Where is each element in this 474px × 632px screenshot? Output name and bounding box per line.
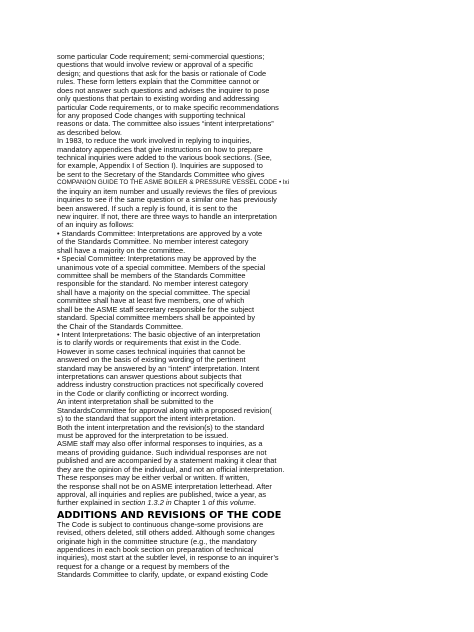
further-explained-line [57,499,397,507]
text-line: mandatory appendices that give instructions on how to prepare [57,144,263,154]
chapter-reference: Chapter 1 [173,498,207,508]
text-line: s) to the standard that support the intent interpretation. [57,414,236,424]
text-line: shall have a majority on the committee. [57,245,186,255]
text-line: The Code is subject to continuous change-some provisions are [57,519,264,529]
text-line: as described below. [57,127,122,137]
bullet-item: • Intent Interpretations: The basic objective of an interpretation [57,329,261,339]
text-line: the Chair of the Standards Committee. [57,321,184,331]
text-line: for example, Appendix I of Section I). Inquiries are supposed to [57,161,263,171]
text-line: responsible for the standard. No member interest category [57,279,249,289]
further-prefix: further explained in [57,498,122,508]
text-line: Standards Committee to clarify, update, or expand existing Code [57,570,269,580]
text-line: committee shall have at least five members, one of which [57,296,245,306]
text-line: These responses may be either verbal or written. If written, [57,473,250,483]
text-line: shall have a majority on the special committee. The special [57,287,250,297]
text-line: unanimous vote of a special committee. Members of the special [57,262,266,272]
text-line: inquiries), most start at the subtler level, in response to an inquirer’s [57,553,279,563]
text-line: in the Code or clarify conflicting or incorrect wording. [57,388,229,398]
text-line: rules. These form letters explain that the Committee cannot or [57,77,260,87]
text-line: interpretations can answer questions about subjects that [57,372,242,382]
body-text [57,53,397,580]
text-line: standard. Special committee members shall be appointed by [57,313,256,323]
text-line: Both the intent interpretation and the revision(s) to the standard [57,422,265,432]
further-middle: in [163,498,174,508]
text-line: particular Code requirements, or to make specific recommendations [57,102,279,112]
text-line: appendices in each book section on preparation of technical [57,545,254,555]
section-reference: section 1.3.2 [121,498,164,508]
text-line: only questions that pertain to existing wording and addressing [57,94,260,104]
bullet-item: • Special Committee: Interpretations may be approved by the [57,254,257,264]
section-heading: ADDITIONS AND REVISIONS OF THE CODE [57,509,282,521]
text-line: be sent to the Secretary of the Standards Committee who gives [57,169,265,179]
text-line: the response shall not be on ASME interpretation letterhead. After [57,481,272,491]
text-line: new inquirer. If not, there are three ways to handle an interpretation [57,212,277,222]
text-line: design; and questions that ask for the basis or rationale of Code [57,68,267,78]
text-line: shall be the ASME staff secretary responsible for the subject [57,304,255,314]
text-line: However in some cases technical inquiries that cannot be [57,346,246,356]
text-line: In 1983, to reduce the work involved in replying to inquiries, [57,136,252,146]
text-line: they are the opinion of the individual, and not an official interpretation. [57,464,285,474]
text-line: the inquiry an item number and usually reviews the files of previous [57,186,277,196]
volume-reference: of this volume [208,498,254,508]
text-line: of an inquiry as follows: [57,220,134,230]
further-suffix: . [253,498,256,508]
text-line: An intent interpretation shall be submitted to the [57,397,214,407]
text-line: been answered. If such a reply is found, it is sent to the [57,203,238,213]
text-line: ASME staff may also offer informal responses to inquiries, as a [57,439,263,449]
text-line: address industry construction practices not specifically covered [57,380,264,390]
text-line: technical inquiries were added to the various book sections. (See, [57,153,272,163]
text-line: must be approved for the interpretation to be issued. [57,430,229,440]
text-line: means of providing guidance. Such individual responses are not [57,447,267,457]
bullet-item: • Standards Committee: Interpretations are approved by a vote [57,228,263,238]
text-line: reasons or data. The committee also issues “intent interpretations” [57,119,274,129]
text-line: StandardsCommittee for approval along with a proposed revision( [57,405,272,415]
text-line: published and are accompanied by a statement making it clear that [57,456,277,466]
text-line: revised, others deleted, still others added. Although some changes [57,528,275,538]
text-line: standard may be answered by an “intent” interpretation. Intent [57,363,260,373]
text-line: committee shall be members of the Standards Committee [57,270,246,280]
running-header: COMPANION GUIDE TO THE ASME BOILER & PRESSURE VESSEL CODE • lxi [57,179,289,187]
text-line: of the Standards Committee. No member interest category [57,237,249,247]
text-line: does not answer such questions and advises the inquirer to pose [57,85,270,95]
text-line: for any proposed Code changes with supporting technical [57,110,246,120]
text-line: inquiries to see if the same question or a similar one has previously [57,195,277,205]
text-line: request for a change or a request by members of the [57,561,230,571]
text-line: is to clarify words or requirements that exist in the Code. [57,338,242,348]
text-line: answered on the basis of existing wording of the pertinent [57,355,246,365]
text-line: originate high in the committee structure (e.g., the mandatory [57,536,257,546]
text-line: questions that would involve review or approval of a specific [57,60,253,70]
text-line: some particular Code requirement; semi-commercial questions; [57,52,265,61]
text-line: approval, all inquiries and replies are published, twice a year, as [57,489,267,499]
